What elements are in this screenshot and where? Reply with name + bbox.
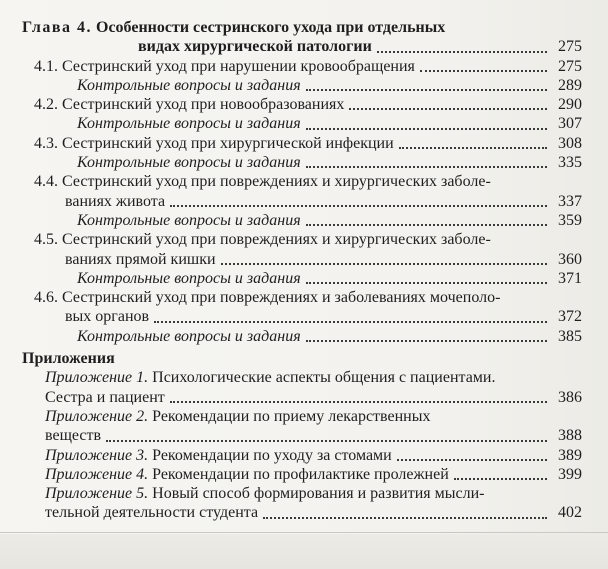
chapter-prefix: Глава 4. <box>22 19 92 36</box>
chapter-title-line2: видах хирургической патологии <box>138 38 372 56</box>
appendix-label: Приложение 1. <box>45 369 149 387</box>
chapter-title-line1: Особенности сестринского ухода при отдельных <box>96 19 446 36</box>
appendix-entry-4 <box>22 465 582 484</box>
questions-label: Контрольные вопросы и задания <box>77 327 301 345</box>
dot-leader <box>306 89 547 91</box>
appendix-title: Рекомендации по уходу за стомами <box>152 446 392 464</box>
questions-page: 307 <box>558 115 582 133</box>
appendix-title-cont: тельной деятельности студента <box>45 504 259 522</box>
appendix-title: Психологические аспекты общения с пациентами. <box>152 369 496 387</box>
dot-leader <box>349 108 547 110</box>
appendix-title: Новый способ формирования и развития мысли- <box>152 485 485 503</box>
section-title: 4.2. Сестринский уход при новообразованиях <box>34 96 345 114</box>
dot-leader <box>306 128 547 130</box>
section-entry-4-3 <box>22 134 582 173</box>
appendix-title-cont: Сестра и пациент <box>45 388 165 406</box>
dot-leader <box>306 340 547 342</box>
section-page: 337 <box>558 192 582 210</box>
appendix-page: 402 <box>558 504 582 522</box>
section-title: 4.3. Сестринский уход при хирургической инфекции <box>34 134 394 152</box>
appendix-label: Приложение 2. <box>45 407 149 425</box>
section-title-cont: вых органов <box>65 308 150 326</box>
section-page: 275 <box>558 57 582 75</box>
appendix-entry-5 <box>22 484 582 523</box>
appendix-page: 389 <box>558 446 582 464</box>
section-page: 308 <box>558 134 582 152</box>
section-page: 290 <box>558 96 582 114</box>
section-entry-4-5 <box>22 230 582 288</box>
section-title-cont: ваниях живота <box>65 192 166 210</box>
dot-leader <box>306 166 547 168</box>
page-edge <box>0 532 608 533</box>
questions-label: Контрольные вопросы и задания <box>77 211 301 229</box>
section-title: 4.1. Сестринский уход при нарушении кровообращения <box>34 57 415 75</box>
questions-page: 371 <box>558 269 582 287</box>
appendix-label: Приложение 3. <box>45 446 149 464</box>
appendix-entry-2 <box>22 407 582 446</box>
appendix-title-cont: веществ <box>45 427 102 445</box>
appendix-page: 386 <box>558 388 582 406</box>
questions-page: 289 <box>558 76 582 94</box>
appendix-title: Рекомендации по профилактике пролежней <box>152 465 449 483</box>
dot-leader <box>454 478 547 480</box>
dot-leader <box>306 224 547 226</box>
appendix-page: 388 <box>558 427 582 445</box>
dot-leader <box>106 440 547 442</box>
questions-page: 335 <box>558 154 582 172</box>
chapter-page: 275 <box>558 38 582 56</box>
dot-leader <box>221 263 547 265</box>
dot-leader <box>377 51 547 53</box>
appendix-page: 399 <box>558 465 582 483</box>
appendix-entry-3 <box>22 446 582 465</box>
section-page: 360 <box>558 250 582 268</box>
section-entry-4-4 <box>22 172 582 230</box>
questions-label: Контрольные вопросы и задания <box>77 269 301 287</box>
appendix-title: Рекомендации по приему лекарственных <box>152 407 431 425</box>
questions-label: Контрольные вопросы и задания <box>77 76 301 94</box>
dot-leader <box>170 401 547 403</box>
section-title: 4.6. Сестринский уход при повреждениях и заболеваниях мочеполо- <box>34 289 501 307</box>
questions-label: Контрольные вопросы и задания <box>77 115 301 133</box>
questions-page: 385 <box>558 327 582 345</box>
appendix-label: Приложение 5. <box>45 485 149 503</box>
section-entry-4-2 <box>22 95 582 134</box>
section-entry-4-1 <box>22 57 582 96</box>
section-title-cont: ваниях прямой кишки <box>65 250 216 268</box>
table-of-contents <box>22 18 582 550</box>
dot-leader <box>263 517 547 519</box>
dot-leader <box>397 459 547 461</box>
bleed-through-area <box>0 534 608 569</box>
appendices-heading: Приложения <box>22 350 115 368</box>
section-title: 4.4. Сестринский уход при повреждениях и хирургических заболе- <box>34 173 491 191</box>
dot-leader <box>154 321 547 323</box>
questions-page: 359 <box>558 211 582 229</box>
appendix-entry-1 <box>22 368 582 407</box>
questions-label: Контрольные вопросы и задания <box>77 154 301 172</box>
section-page: 372 <box>558 308 582 326</box>
chapter-entry <box>22 18 582 57</box>
dot-leader <box>170 205 547 207</box>
section-entry-4-6 <box>22 288 582 346</box>
appendix-label: Приложение 4. <box>45 465 149 483</box>
dot-leader <box>399 147 547 149</box>
dot-leader <box>306 282 547 284</box>
dot-leader <box>420 70 547 72</box>
section-title: 4.5. Сестринский уход при повреждениях и хирургических заболе- <box>34 231 491 249</box>
